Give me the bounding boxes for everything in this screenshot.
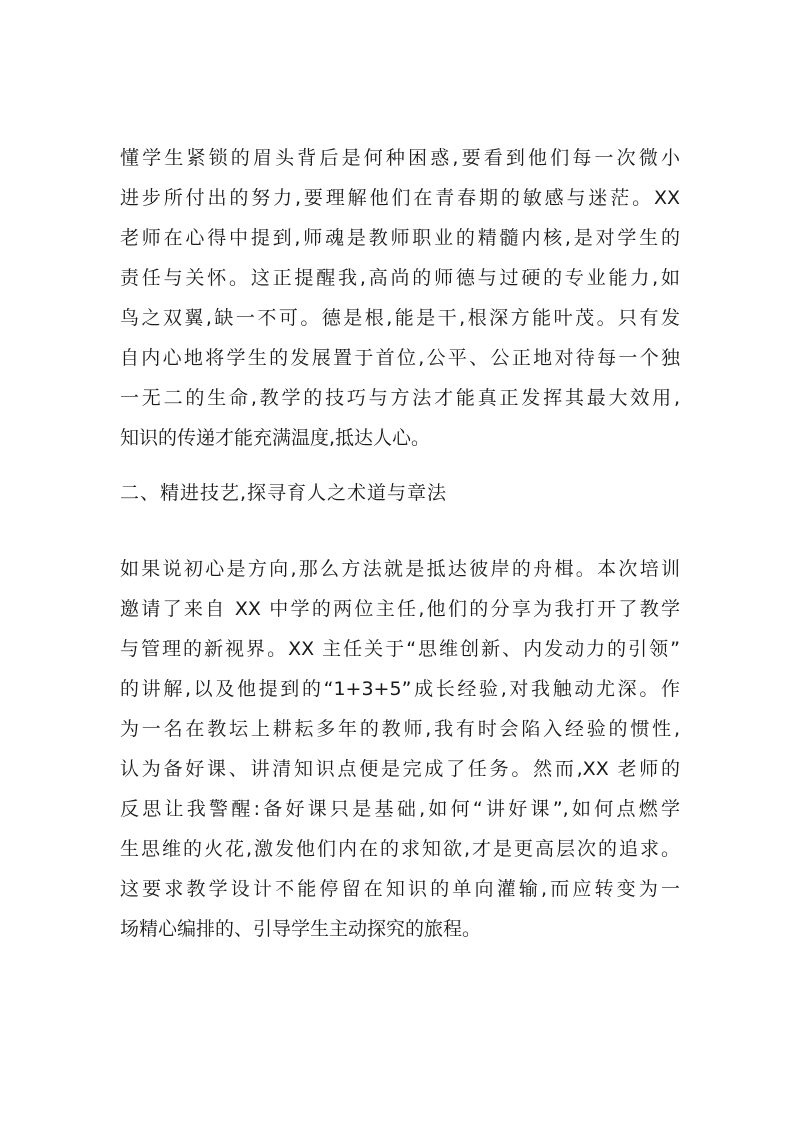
paragraph-line: 鸟之双翼,缺一不可。德是根,能是干,根深方能叶茂。只有发	[120, 307, 680, 329]
paragraph-line: 进步所付出的努力,要理解他们在青春期的敏感与迷茫。XX	[120, 187, 680, 209]
paragraph-line: 反思让我警醒:备好课只是基础,如何“讲好课”,如何点燃学	[120, 798, 680, 820]
paragraph-line: 老师在心得中提到,师魂是教师职业的精髓内核,是对学生的	[120, 227, 680, 249]
paragraph-line: 的讲解,以及他提到的“1+3+5”成长经验,对我触动尤深。作	[120, 678, 680, 700]
paragraph-2	[120, 549, 680, 949]
paragraph-line: 这要求教学设计不能停留在知识的单向灌输,而应转变为一	[120, 878, 680, 900]
paragraph-1	[120, 138, 680, 458]
paragraph-line: 生思维的火花,激发他们内在的求知欲,才是更高层次的追求。	[120, 838, 680, 860]
paragraph-line: 认为备好课、讲清知识点便是完成了任务。然而,XX 老师的	[120, 758, 680, 780]
paragraph-line: 为一名在教坛上耕耘多年的教师,我有时会陷入经验的惯性,	[120, 718, 680, 740]
paragraph-line: 自内心地将学生的发展置于首位,公平、公正地对待每一个独	[120, 347, 680, 369]
paragraph-line: 如果说初心是方向,那么方法就是抵达彼岸的舟楫。本次培训	[120, 558, 680, 580]
paragraph-line: 与管理的新视界。XX 主任关于“思维创新、内发动力的引领”	[120, 638, 680, 660]
paragraph-line: 邀请了来自 XX 中学的两位主任,他们的分享为我打开了教学	[120, 598, 680, 620]
paragraph-line: 一无二的生命,教学的技巧与方法才能真正发挥其最大效用,	[120, 387, 680, 409]
paragraph-line: 场精心编排的、引导学生主动探究的旅程。	[120, 918, 482, 940]
paragraph-line: 知识的传递才能充满温度,抵达人心。	[120, 427, 431, 449]
paragraph-line: 责任与关怀。这正提醒我,高尚的师德与过硬的专业能力,如	[120, 267, 680, 289]
section-heading: 二、精进技艺,探寻育人之术道与章法	[120, 482, 448, 504]
paragraph-line: 懂学生紧锁的眉头背后是何种困惑,要看到他们每一次微小	[120, 147, 680, 169]
